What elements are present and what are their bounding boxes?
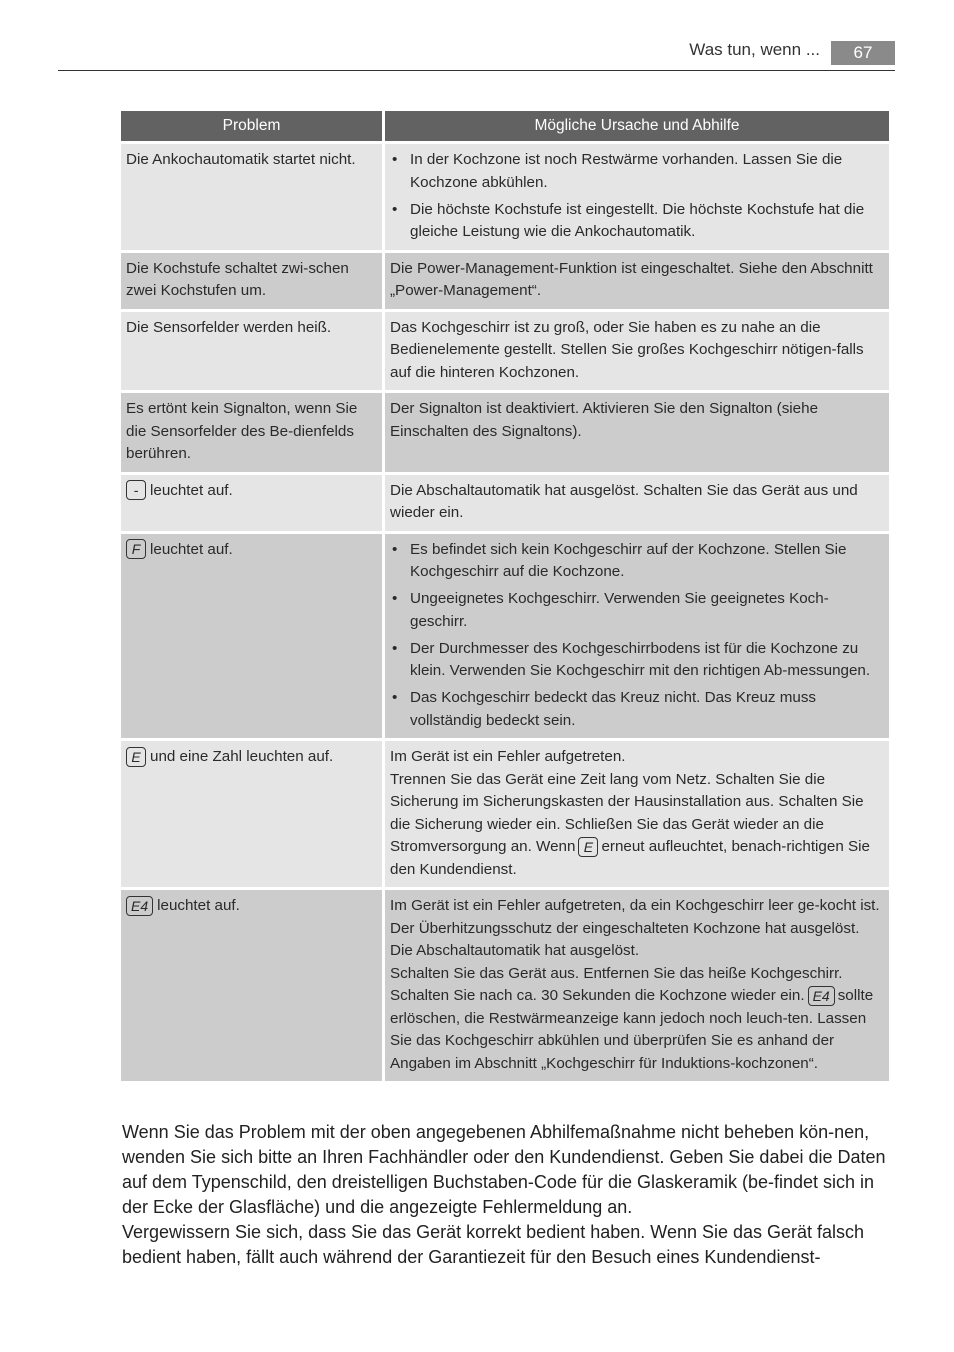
problem-text: Es ertönt kein Signalton, wenn Sie die Sensorfelder des Be-dienfelds berühren. xyxy=(126,400,358,462)
problem-text: Die Sensorfelder werden heiß. xyxy=(126,318,332,336)
solution-text: Im Gerät ist ein Fehler aufgetreten, da ein Kochgeschirr leer ge-kocht ist. Der Überhitzungsschutz der eingeschalteten Kochzone hat ausgelöst. Die Abschaltautomatik hat ausgelöst. xyxy=(390,897,880,959)
problem-text: leuchtet auf. xyxy=(150,481,233,499)
table-row xyxy=(121,534,889,739)
solution-text: Die Power-Management-Funktion ist eingeschaltet. Siehe den Abschnitt „Power-Management“. xyxy=(390,259,873,299)
table-row xyxy=(121,475,889,531)
solution-cell xyxy=(385,534,889,739)
problem-cell xyxy=(121,534,382,739)
problem-text: Die Ankochautomatik startet nicht. xyxy=(126,151,356,168)
body-text xyxy=(122,1120,897,1270)
table-header-row xyxy=(121,111,889,141)
troubleshooting-table xyxy=(118,108,892,1084)
problem-text: leuchtet auf. xyxy=(150,540,233,558)
header-divider xyxy=(58,70,895,71)
table-row xyxy=(121,393,889,472)
solution-text: Im Gerät ist ein Fehler aufgetreten. xyxy=(390,748,626,765)
problem-cell xyxy=(121,741,382,887)
solution-text: Der Signalton ist deaktiviert. Aktivieren Sie den Signalton (siehe Einschalten des Signaltons). xyxy=(390,400,819,440)
column-header-problem: Problem xyxy=(121,111,382,141)
solution-text-part: erneut aufleuchtet, benach-richtigen Sie den Kundendienst. xyxy=(390,838,870,878)
solution-list xyxy=(390,539,881,733)
problem-text: und eine Zahl leuchten auf. xyxy=(150,748,334,765)
problem-cell xyxy=(121,393,382,472)
problem-cell xyxy=(121,144,382,250)
solution-cell xyxy=(385,475,889,531)
solution-list xyxy=(390,149,881,244)
list-item: • Die höchste Kochstufe ist eingestellt. Die höchste Kochstufe hat die gleiche Leistung wie die Ankochautomatik. xyxy=(390,199,881,244)
problem-text: Die Kochstufe schaltet zwi-schen zwei Kochstufen um. xyxy=(126,259,349,299)
solution-cell xyxy=(385,393,889,472)
solution-cell xyxy=(385,144,889,250)
solution-cell xyxy=(385,741,889,887)
column-header-solution: Mögliche Ursache und Abhilfe xyxy=(385,111,889,141)
paragraph: Vergewissern Sie sich, dass Sie das Gerät korrekt bedient haben. Wenn Sie das Gerät falsch bedient haben, fällt auch während der Garantiezeit für den Besuch eines Kundendienst- xyxy=(122,1222,865,1267)
list-item: • Es befindet sich kein Kochgeschirr auf der Kochzone. Stellen Sie Kochgeschirr auf die Kochzone. xyxy=(390,539,881,584)
display-code-symbol: F xyxy=(126,539,146,559)
paragraph: Wenn Sie das Problem mit der oben angegebenen Abhilfemaßnahme nicht beheben kön-nen, wenden Sie sich bitte an Ihren Fachhändler oder den Kundendienst. Geben Sie dabei die Daten auf dem Typenschild, den dreistelligen Buchstaben-Code für die Glaskeramik (be-findet sich in der Ecke der Glasfläche) und die angezeigte Fehlermeldung an. xyxy=(122,1122,886,1217)
problem-cell xyxy=(121,253,382,309)
list-item: • In der Kochzone ist noch Restwärme vorhanden. Lassen Sie die Kochzone abkühlen. xyxy=(390,149,881,194)
solution-text xyxy=(390,963,881,1076)
solution-cell xyxy=(385,312,889,391)
problem-cell xyxy=(121,312,382,391)
solution-text-part: Trennen Sie das Gerät eine Zeit lang vom Netz. Schalten Sie die Sicherung im Sicherungskasten der Hausinstallation aus. Schalten Sie die Sicherung wieder ein. Schließen Sie das Gerät wieder an die Stromversorgung an. Wenn xyxy=(390,770,864,855)
problem-cell xyxy=(121,890,382,1081)
list-item: • Das Kochgeschirr bedeckt das Kreuz nicht. Das Kreuz muss vollständig bedeckt sein. xyxy=(390,687,881,732)
problem-cell xyxy=(121,475,382,531)
page-number: 67 xyxy=(831,41,895,65)
section-title: Was tun, wenn ... xyxy=(689,40,820,59)
display-code-symbol: - xyxy=(126,480,146,500)
solution-cell xyxy=(385,890,889,1081)
solution-text: Das Kochgeschirr ist zu groß, oder Sie haben es zu nahe an die Bedienelemente gestellt. Stellen Sie großes Kochgeschirr nötigen-falls auf die hinteren Kochzonen. xyxy=(390,318,864,381)
list-item: • Ungeeignetes Kochgeschirr. Verwenden Sie geeignetes Koch-geschirr. xyxy=(390,588,881,633)
display-code-symbol: E xyxy=(126,747,146,767)
solution-text xyxy=(390,769,881,882)
table-row xyxy=(121,253,889,309)
table-row xyxy=(121,890,889,1081)
solution-text: Die Abschaltautomatik hat ausgelöst. Schalten Sie das Gerät aus und wieder ein. xyxy=(390,481,858,521)
display-code-symbol: E4 xyxy=(808,986,835,1006)
problem-text: leuchtet auf. xyxy=(157,897,240,914)
solution-text-part: sollte erlöschen, die Restwärmeanzeige kann jedoch noch leuch-ten. Lassen Sie das Kochgeschirr abkühlen und überprüfen Sie es anhand der Angaben im Abschnitt „Kochgeschirr für Induktions-kochzonen“. xyxy=(390,987,874,1072)
solution-cell xyxy=(385,253,889,309)
list-item: • Der Durchmesser des Kochgeschirrbodens ist für die Kochzone zu klein. Verwenden Sie Kochgeschirr mit den richtigen Ab-messungen. xyxy=(390,638,881,683)
display-code-symbol: E xyxy=(578,837,598,857)
table-row xyxy=(121,312,889,391)
table-row xyxy=(121,144,889,250)
display-code-symbol: E4 xyxy=(126,896,153,916)
solution-text-part: Schalten Sie das Gerät aus. Entfernen Sie das heiße Kochgeschirr. Schalten Sie nach ca. 30 Sekunden die Kochzone wieder ein. xyxy=(390,964,843,1004)
table-row xyxy=(121,741,889,887)
